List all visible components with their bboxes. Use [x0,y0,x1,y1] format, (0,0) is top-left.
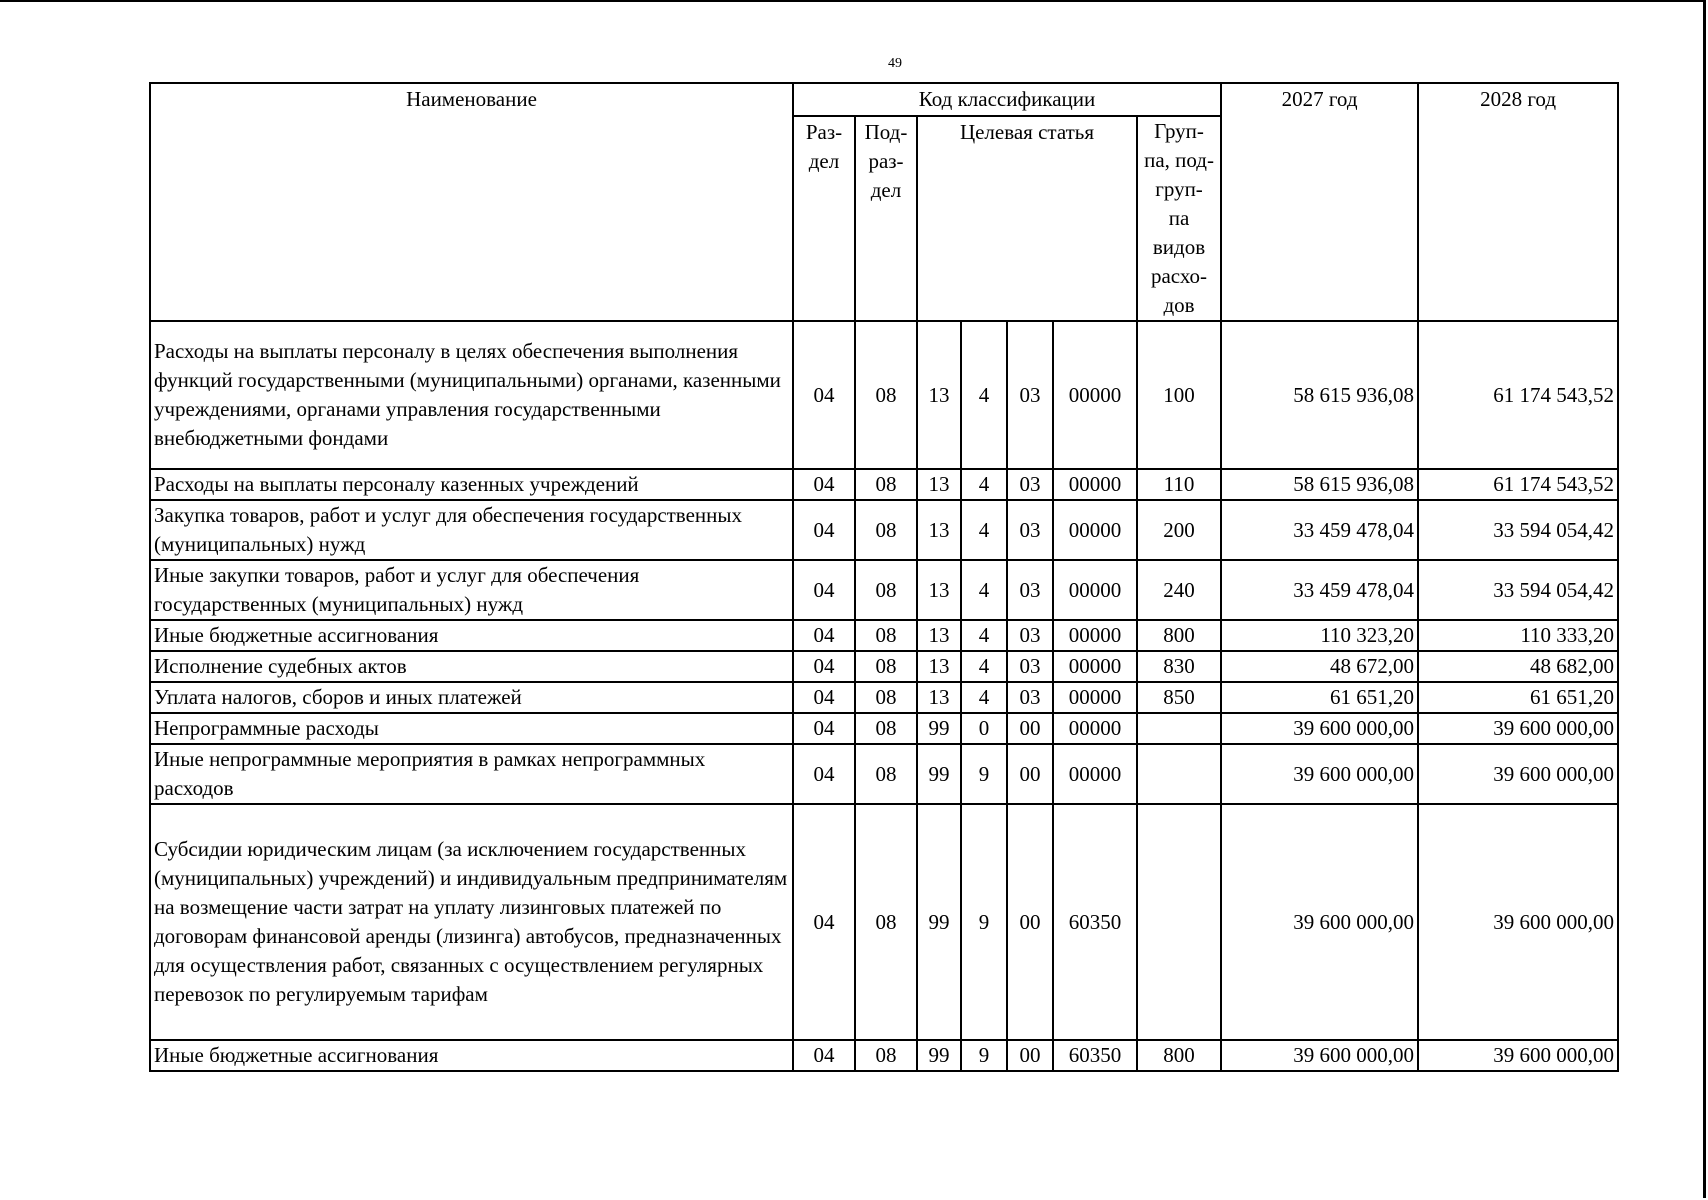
cell-name: Иные бюджетные ассигнования [150,1040,793,1071]
cell-2027: 58 615 936,08 [1221,469,1418,500]
cell-target-subprogram: 03 [1007,560,1053,620]
cell-name: Расходы на выплаты персоналу казенных учреждений [150,469,793,500]
cell-razdel: 04 [793,469,855,500]
header-name: Наименование [150,83,793,321]
cell-target-program: 13 [917,500,961,560]
cell-target-type: 4 [961,560,1007,620]
cell-expense-group: 240 [1137,560,1221,620]
cell-name: Иные непрограммные мероприятия в рамках непрограммных расходов [150,744,793,804]
cell-2028: 33 594 054,42 [1418,560,1618,620]
cell-2027: 39 600 000,00 [1221,713,1418,744]
cell-target-subprogram: 00 [1007,1040,1053,1071]
header-razdel: Раз- дел [793,116,855,321]
cell-target-direction: 00000 [1053,682,1137,713]
cell-target-direction: 60350 [1053,804,1137,1040]
cell-target-subprogram: 03 [1007,620,1053,651]
cell-podrazdel: 08 [855,682,917,713]
cell-target-type: 9 [961,804,1007,1040]
table-row [150,500,1618,560]
cell-2028: 48 682,00 [1418,651,1618,682]
cell-2028: 39 600 000,00 [1418,713,1618,744]
cell-podrazdel: 08 [855,469,917,500]
cell-name: Субсидии юридическим лицам (за исключением государственных (муниципальных) учреждений) и индивидуальным предпринимателям на возмещение части затрат на уплату лизинговых платежей по договорам финансовой аренды (лизинга) автобусов, предназначенных для осуществления работ, связанных с осуществлением регулярных перевозок по регулируемым тарифам [150,804,793,1040]
table-row [150,560,1618,620]
header-code: Код классификации [793,83,1221,116]
cell-target-subprogram: 00 [1007,744,1053,804]
cell-name: Непрограммные расходы [150,713,793,744]
cell-target-type: 4 [961,469,1007,500]
cell-target-direction: 00000 [1053,713,1137,744]
cell-target-direction: 60350 [1053,1040,1137,1071]
cell-target-type: 9 [961,1040,1007,1071]
cell-target-program: 99 [917,1040,961,1071]
cell-name: Уплата налогов, сборов и иных платежей [150,682,793,713]
cell-podrazdel: 08 [855,1040,917,1071]
cell-target-type: 0 [961,713,1007,744]
table-row [150,744,1618,804]
table-row [150,469,1618,500]
cell-target-direction: 00000 [1053,321,1137,469]
cell-2027: 33 459 478,04 [1221,560,1418,620]
cell-target-subprogram: 03 [1007,682,1053,713]
table-row [150,713,1618,744]
cell-razdel: 04 [793,682,855,713]
cell-razdel: 04 [793,804,855,1040]
cell-expense-group: 830 [1137,651,1221,682]
cell-2027: 33 459 478,04 [1221,500,1418,560]
cell-target-program: 13 [917,469,961,500]
cell-name: Расходы на выплаты персоналу в целях обеспечения выполнения функций государственными (муниципальными) органами, казенными учреждениями, органами управления государственными внебюджетными фондами [150,321,793,469]
cell-podrazdel: 08 [855,804,917,1040]
cell-target-subprogram: 00 [1007,713,1053,744]
cell-2028: 33 594 054,42 [1418,500,1618,560]
cell-target-type: 4 [961,620,1007,651]
cell-expense-group: 800 [1137,1040,1221,1071]
cell-target-program: 13 [917,560,961,620]
cell-razdel: 04 [793,1040,855,1071]
cell-2028: 39 600 000,00 [1418,1040,1618,1071]
cell-target-program: 99 [917,804,961,1040]
cell-target-type: 9 [961,744,1007,804]
cell-razdel: 04 [793,500,855,560]
cell-target-type: 4 [961,500,1007,560]
cell-podrazdel: 08 [855,560,917,620]
cell-target-program: 13 [917,620,961,651]
cell-expense-group [1137,804,1221,1040]
table-row [150,651,1618,682]
cell-target-program: 99 [917,713,961,744]
cell-target-direction: 00000 [1053,744,1137,804]
cell-target-program: 13 [917,651,961,682]
cell-target-type: 4 [961,321,1007,469]
cell-target-direction: 00000 [1053,620,1137,651]
cell-expense-group: 100 [1137,321,1221,469]
cell-2027: 110 323,20 [1221,620,1418,651]
cell-expense-group: 850 [1137,682,1221,713]
cell-target-program: 13 [917,321,961,469]
cell-2028: 110 333,20 [1418,620,1618,651]
cell-expense-group: 800 [1137,620,1221,651]
table-row [150,321,1618,469]
cell-2027: 39 600 000,00 [1221,744,1418,804]
cell-podrazdel: 08 [855,713,917,744]
cell-expense-group [1137,713,1221,744]
cell-target-direction: 00000 [1053,469,1137,500]
header-2028: 2028 год [1418,83,1618,321]
cell-2027: 58 615 936,08 [1221,321,1418,469]
cell-expense-group [1137,744,1221,804]
table-row [150,804,1618,1040]
cell-target-direction: 00000 [1053,651,1137,682]
cell-2028: 61 174 543,52 [1418,321,1618,469]
cell-razdel: 04 [793,321,855,469]
cell-2028: 61 174 543,52 [1418,469,1618,500]
cell-razdel: 04 [793,620,855,651]
cell-target-type: 4 [961,651,1007,682]
cell-podrazdel: 08 [855,620,917,651]
cell-2028: 39 600 000,00 [1418,804,1618,1040]
cell-target-subprogram: 03 [1007,651,1053,682]
cell-razdel: 04 [793,713,855,744]
table-row [150,682,1618,713]
header-row-1 [150,83,1618,116]
cell-2027: 61 651,20 [1221,682,1418,713]
budget-table [149,82,1619,1072]
cell-expense-group: 110 [1137,469,1221,500]
cell-podrazdel: 08 [855,500,917,560]
cell-target-subprogram: 00 [1007,804,1053,1040]
cell-name: Иные бюджетные ассигнования [150,620,793,651]
cell-target-type: 4 [961,682,1007,713]
cell-2027: 39 600 000,00 [1221,804,1418,1040]
cell-2027: 48 672,00 [1221,651,1418,682]
page-number: 49 [888,56,902,71]
cell-target-direction: 00000 [1053,500,1137,560]
table-row [150,620,1618,651]
cell-name: Иные закупки товаров, работ и услуг для обеспечения государственных (муниципальных) нужд [150,560,793,620]
cell-target-direction: 00000 [1053,560,1137,620]
header-podrazdel: Под- раз- дел [855,116,917,321]
header-2027: 2027 год [1221,83,1418,321]
cell-2028: 39 600 000,00 [1418,744,1618,804]
table-row [150,1040,1618,1071]
cell-podrazdel: 08 [855,651,917,682]
header-target: Целевая статья [917,116,1137,321]
cell-razdel: 04 [793,651,855,682]
cell-2028: 61 651,20 [1418,682,1618,713]
cell-podrazdel: 08 [855,321,917,469]
header-group: Груп- па, под- груп- па видов расхо- дов [1137,116,1221,321]
cell-target-subprogram: 03 [1007,321,1053,469]
cell-target-subprogram: 03 [1007,500,1053,560]
cell-podrazdel: 08 [855,744,917,804]
cell-name: Закупка товаров, работ и услуг для обеспечения государственных (муниципальных) нужд [150,500,793,560]
cell-expense-group: 200 [1137,500,1221,560]
cell-razdel: 04 [793,560,855,620]
cell-2027: 39 600 000,00 [1221,1040,1418,1071]
cell-target-program: 13 [917,682,961,713]
cell-razdel: 04 [793,744,855,804]
cell-target-program: 99 [917,744,961,804]
cell-target-subprogram: 03 [1007,469,1053,500]
cell-name: Исполнение судебных актов [150,651,793,682]
